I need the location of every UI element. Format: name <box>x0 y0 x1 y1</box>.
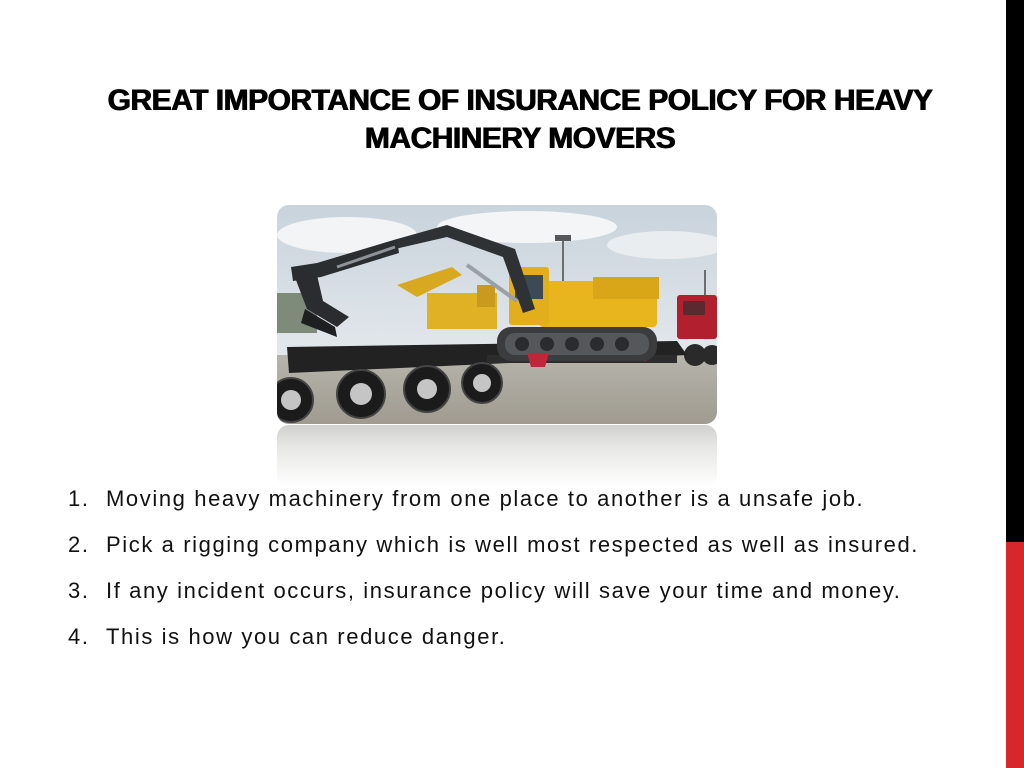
list-item-number: 2. <box>68 532 90 557</box>
list-item-text: If any incident occurs, insurance policy will save your time and money. <box>106 578 902 603</box>
accent-bar-black <box>1006 0 1024 542</box>
list-item-number: 1. <box>68 486 90 511</box>
list-item <box>68 622 988 652</box>
list-item-text: Moving heavy machinery from one place to another is a unsafe job. <box>106 486 865 511</box>
list-item-text: Pick a rigging company which is well most respected as well as insured. <box>106 532 920 557</box>
list-item <box>68 484 988 514</box>
list-item-number: 4. <box>68 624 90 649</box>
list-item <box>68 530 988 560</box>
list-item-text: This is how you can reduce danger. <box>106 624 507 649</box>
list-item <box>68 576 988 606</box>
excavator-photo <box>277 205 717 424</box>
accent-bar-red <box>1006 542 1024 768</box>
list-item-number: 3. <box>68 578 90 603</box>
bullet-list <box>68 484 988 668</box>
photo-reflection <box>277 425 717 487</box>
slide-title: GREAT IMPORTANCE OF INSURANCE POLICY FOR HEAVY MACHINERY MOVERS <box>107 84 933 155</box>
